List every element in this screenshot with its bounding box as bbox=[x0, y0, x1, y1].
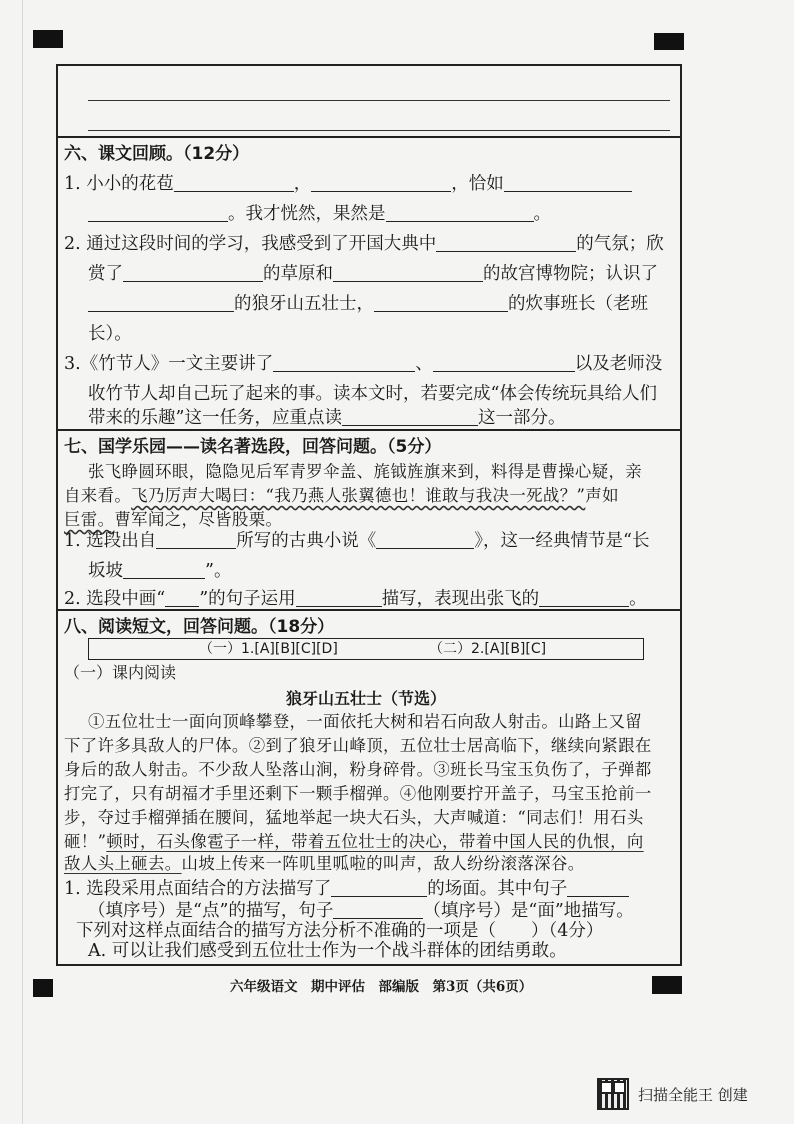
story-line6 bbox=[64, 830, 644, 854]
answer-line-1[interactable] bbox=[88, 100, 670, 101]
q-text: ”的句子运用 bbox=[199, 589, 296, 609]
blank[interactable] bbox=[273, 353, 415, 372]
q-text: 。 bbox=[629, 589, 647, 609]
q-text: 1. 选段出自 bbox=[64, 531, 157, 551]
blank[interactable] bbox=[567, 878, 629, 897]
q-text: 的故宫博物院；认识了 bbox=[483, 264, 658, 284]
q-text: 坂坡 bbox=[88, 561, 123, 581]
q-text: 2. 通过这段时间的学习，我感受到了开国大典中 bbox=[64, 234, 437, 254]
blank[interactable] bbox=[123, 263, 263, 282]
story-line7 bbox=[64, 852, 585, 876]
q-text: 的草原和 bbox=[263, 264, 333, 284]
q-text: 、 bbox=[415, 354, 433, 374]
section6-q2-line3 bbox=[88, 289, 648, 319]
passage-text: 自来看。 bbox=[64, 486, 132, 505]
section6-q2-line2 bbox=[88, 259, 658, 289]
blank[interactable] bbox=[539, 588, 629, 607]
blank[interactable] bbox=[374, 293, 508, 312]
passage7-line1: 张飞睁圆环眼，隐隐见后军青罗伞盖、旄钺旌旗来到，料得是曹操心疑，亲 bbox=[88, 462, 643, 481]
q-text: ，恰如 bbox=[451, 174, 504, 194]
registration-mark-top-right bbox=[654, 33, 684, 50]
q-text: ， bbox=[293, 174, 312, 194]
q-text: 的炊事班长（老班 bbox=[508, 294, 648, 314]
q-text: 的狼牙山五壮士， bbox=[234, 294, 374, 314]
q-text: 的气氛；欣 bbox=[576, 234, 664, 254]
section6-q3-line3 bbox=[88, 403, 565, 433]
section6-q3-line1 bbox=[64, 349, 662, 379]
blank[interactable] bbox=[333, 263, 483, 282]
story-line5: 步，夺过手榴弹插在腰间，猛地举起一块大石头，大声喊道：“同志们！用石头 bbox=[64, 808, 644, 827]
q-text: 描写，表现出张飞的 bbox=[381, 589, 540, 609]
blank[interactable] bbox=[296, 588, 382, 607]
blank[interactable] bbox=[165, 588, 199, 607]
answer-choice-box bbox=[88, 638, 644, 660]
q-text: 。我才恍然，果然是 bbox=[228, 204, 386, 224]
q-text: ”。 bbox=[205, 561, 232, 581]
story-line4: 打完了，只有胡福才手里还剩下一颗手榴弹。④他刚要拧开盖子，马宝玉抢前一 bbox=[64, 784, 652, 803]
answer-line-2[interactable] bbox=[88, 130, 670, 131]
blank[interactable] bbox=[386, 203, 534, 222]
story-text: 砸！” bbox=[64, 832, 107, 851]
q-text: 赏了 bbox=[88, 264, 123, 284]
page-footer: 六年级语文 期中评估 部编版 第3页（共6页） bbox=[230, 979, 533, 995]
q-text: 这一部分。 bbox=[477, 408, 566, 428]
scanner-watermark: 扫描全能王 创建 bbox=[638, 1086, 748, 1104]
passage-text: 声如 bbox=[585, 486, 619, 505]
section6-q1-line1 bbox=[64, 169, 632, 199]
q-text: 3.《竹节人》一文主要讲了 bbox=[64, 354, 274, 374]
q-text: （填序号）是“面”地描写。 bbox=[423, 901, 634, 921]
q-text: 的场面。其中句子 bbox=[427, 879, 568, 899]
qr-code-icon bbox=[597, 1078, 629, 1110]
section8-sub: （一）课内阅读 bbox=[64, 663, 177, 682]
q-text: 1. 选段采用点面结合的方法描写了 bbox=[64, 879, 332, 899]
page-edge bbox=[22, 0, 23, 1124]
blank[interactable] bbox=[376, 530, 474, 549]
section7-q1-line1 bbox=[64, 526, 649, 556]
q-text: 》，这一经典情节是“长 bbox=[474, 531, 650, 551]
blank[interactable] bbox=[311, 173, 451, 192]
section6-q2-line4: 长）。 bbox=[88, 324, 132, 344]
blank[interactable] bbox=[174, 173, 294, 192]
story-line2: 下了许多具敌人的尸体。②到了狼牙山峰顶，五位壮士居高临下，继续向紧跟在 bbox=[64, 736, 652, 755]
section6-q2-line1 bbox=[64, 229, 664, 259]
blank[interactable] bbox=[331, 878, 427, 897]
story-title: 狼牙山五壮士（节选） bbox=[286, 689, 447, 708]
blank[interactable] bbox=[504, 173, 632, 192]
section7-heading: 七、国学乐园——读名著选段，回答问题。（5分） bbox=[64, 437, 442, 457]
blank[interactable] bbox=[88, 203, 228, 222]
story-line3: 身后的敌人射击。不少敌人坠落山涧，粉身碎骨。③班长马宝玉负伤了，子弹都 bbox=[64, 760, 652, 779]
section-divider-6 bbox=[56, 136, 682, 138]
story-text: 山坡上传来一阵叽里呱啦的叫声，敌人纷纷滚落深谷。 bbox=[181, 854, 585, 873]
blank[interactable] bbox=[436, 233, 576, 252]
q-text: 带来的乐趣”这一任务，应重点读 bbox=[88, 408, 342, 428]
registration-mark-top-left bbox=[33, 30, 63, 48]
omr-part2[interactable]: （二）2.[A][B][C] bbox=[429, 641, 547, 657]
section8-optionA[interactable]: A. 可以让我们感受到五位壮士作为一个战斗群体的团结勇敢。 bbox=[88, 941, 567, 961]
section6-q1-line2 bbox=[88, 199, 551, 229]
blank[interactable] bbox=[342, 407, 478, 426]
registration-mark-bottom-left bbox=[33, 979, 53, 997]
blank[interactable] bbox=[433, 353, 575, 372]
section6-q3-line2: 收竹节人却自己玩了起来的事。读本文时，若要完成“体会传统玩具给人们 bbox=[88, 384, 657, 404]
q-text: 。 bbox=[533, 204, 551, 224]
story-line1: ①五位壮士一面向顶峰攀登，一面依托大树和岩石向敌人射击。山路上又留 bbox=[88, 712, 643, 731]
q-text: 2. 选段中画“ bbox=[64, 589, 166, 609]
q-text: 所写的古典小说《 bbox=[236, 531, 377, 551]
q-text: 1. 小小的花苞 bbox=[64, 174, 174, 194]
section6-heading: 六、课文回顾。（12分） bbox=[64, 144, 250, 164]
section7-q2 bbox=[64, 584, 647, 614]
section8-heading: 八、阅读短文，回答问题。（18分） bbox=[64, 617, 335, 637]
section8-q1-prompt: 下列对这样点面结合的描写方法分析不准确的一项是（ ）（4分） bbox=[76, 921, 604, 941]
wavy-underlined-sentence: 飞乃厉声大喝曰：“我乃燕人张翼德也！谁敢与我决一死战？” bbox=[131, 486, 586, 505]
blank[interactable] bbox=[123, 560, 205, 579]
passage-text: 曹军闻之，尽皆股栗。 bbox=[114, 510, 283, 529]
section7-q1-line2 bbox=[88, 556, 231, 586]
underlined-sentence: 顿时，石头像雹子一样，带着五位壮士的决心，带着中国人民的仇恨，向 bbox=[106, 832, 644, 851]
wavy-underlined-sentence: 巨雷。 bbox=[64, 510, 115, 529]
underlined-sentence: 敌人头上砸去。 bbox=[64, 854, 182, 873]
passage7-line2 bbox=[64, 484, 619, 508]
omr-part1[interactable]: （一）1.[A][B][C][D] bbox=[199, 641, 338, 657]
blank[interactable] bbox=[88, 293, 234, 312]
registration-mark-bottom-right bbox=[652, 976, 682, 994]
q-text: 以及老师没 bbox=[574, 354, 663, 374]
blank[interactable] bbox=[156, 530, 236, 549]
q-text: （填序号）是“点”的描写，句子 bbox=[88, 901, 334, 921]
